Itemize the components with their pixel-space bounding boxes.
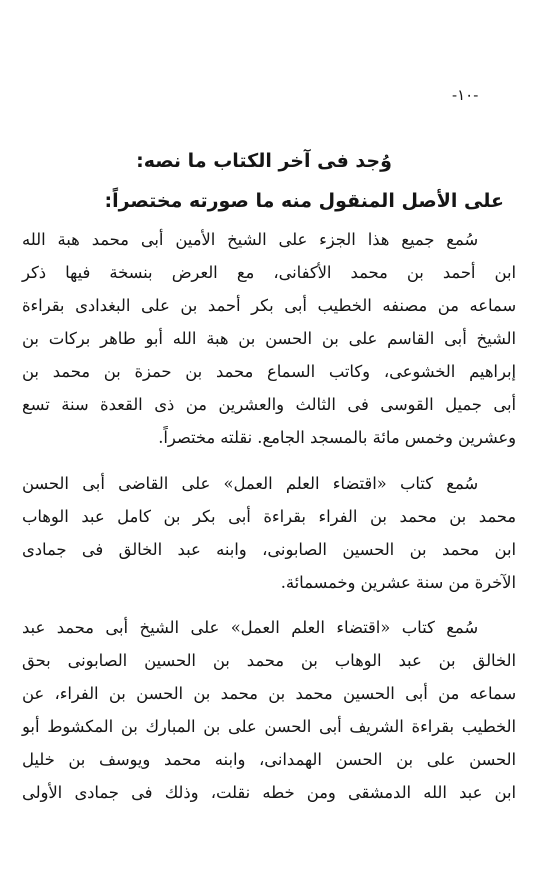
heading-original-note: على الأصل المنقول منه ما صورته مختصراً:: [104, 190, 504, 212]
text-line: سُمع كتاب «اقتضاء العلم العمل» على الشيخ أبى محمد عبد: [22, 618, 478, 637]
text-line: الآخرة من سنة عشرين وخمسمائة.: [280, 573, 516, 592]
text-line: ابن محمد بن الحسين الصابونى، وابنه عبد الخالق فى جمادى: [22, 540, 516, 559]
text-line: الشيخ أبى القاسم على بن الحسن بن هبة الله أبو طاهر بركات بن: [22, 329, 516, 348]
text-line: وعشرين وخمس مائة بالمسجد الجامع. نقلته مختصراً.: [158, 428, 516, 447]
text-line: سُمع كتاب «اقتضاء العلم العمل» على القاضى أبى الحسن: [22, 474, 478, 493]
text-line: ابن عبد الله الدمشقى ومن خطه نقلت، وذلك فى جمادى الأولى: [22, 783, 516, 802]
text-line: أبى جميل القوسى فى الثالث والعشرين من ذى القعدة سنة تسع: [22, 395, 516, 414]
text-line: سُمع جميع هذا الجزء على الشيخ الأمين أبى محمد هبة الله: [22, 230, 478, 249]
text-line: الحسن على بن الحسن الهمدانى، وابنه محمد ويوسف بن خليل: [22, 750, 516, 769]
text-line: ابن أحمد بن محمد الأكفانى، مع العرض بنسخة فيها ذكر: [22, 263, 516, 282]
text-line: الخالق بن عبد الوهاب بن محمد بن الحسين الصابونى بحق: [22, 651, 516, 670]
heading-colophon: وُجد فى آخر الكتاب ما نصه:: [136, 150, 392, 172]
text-line: إبراهيم الخشوعى، وكاتب السماع محمد بن حمزة بن محمد بن: [22, 362, 516, 381]
text-line: الخطيب بقراءة الشريف أبى الحسن على بن المبارك بن المكشوط أبو: [22, 717, 516, 736]
text-line: محمد بن محمد بن الفراء بقراءة أبى بكر بن كامل عبد الوهاب: [22, 507, 516, 526]
text-line: سماعه من أبى الحسين محمد بن محمد بن الحسن بن الفراء، عن: [22, 684, 516, 703]
text-line: سماعه من مصنفه الخطيب أبى بكر أحمد بن على البغدادى بقراءة: [22, 296, 516, 315]
page-number: -١٠-: [452, 86, 479, 104]
